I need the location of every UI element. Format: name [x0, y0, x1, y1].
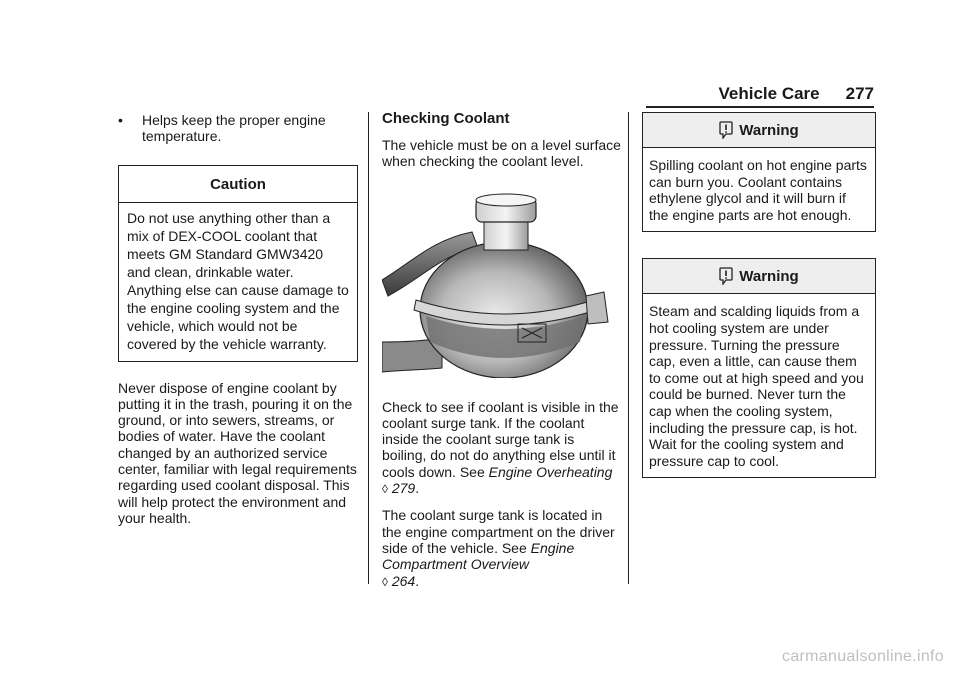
intro-paragraph: The vehicle must be on a level surface when checking the coolant level. [382, 137, 621, 170]
warning-box-1 [642, 112, 876, 232]
check-paragraph: Check to see if coolant is visible in the coolant surge tank. If the coolant inside the coolant surge tank is boiling, do not do anything else until it cools down. See Engine Overheating ◊ 279. [382, 398, 619, 497]
warning-icon [719, 121, 733, 139]
caution-title: Caution [119, 166, 357, 203]
engine-compartment-page[interactable]: 264 [391, 572, 416, 589]
page-ref-icon: ◊ [382, 574, 388, 589]
warning-title-2 [643, 259, 875, 294]
location-paragraph: The coolant surge tank is located in the engine compartment on the driver side of the vehicle. See Engine Compartment Overview ◊ 264. [382, 507, 615, 589]
warning-title-1 [643, 113, 875, 148]
column-1 [118, 110, 358, 526]
caution-box [118, 165, 358, 362]
warning-box-2 [642, 258, 876, 478]
list-item [118, 112, 358, 145]
page-ref-icon: ◊ [382, 482, 388, 497]
warning-label: Warning [739, 121, 799, 139]
location-text: The coolant surge tank is located in the engine compartment on the driver side of the vehicle. See [382, 507, 615, 556]
caution-body: Do not use anything other than a mix of DEX-COOL coolant that meets GM Standard GMW3420 and clean, drinkable water. Anything else can cause damage to the engine cooling system and the vehicle, which would not be covered by the vehicle warranty. [127, 209, 349, 352]
engine-overheating-link[interactable]: Engine Overheating [488, 463, 613, 480]
column-divider-2 [628, 112, 629, 584]
column-3 [642, 110, 876, 478]
check-text: Check to see if coolant is visible in the coolant surge tank. If the coolant inside the coolant surge tank is boiling, do not do anything else until it cools down. See [382, 398, 619, 480]
engine-compartment-link[interactable]: Engine Compartment Overview [382, 539, 575, 573]
header-rule [646, 106, 874, 108]
warning-body-1: Spilling coolant on hot engine parts can burn you. Coolant contains ethylene glycol and it will burn if the engine parts are hot enough. [649, 157, 867, 223]
warning-body-2: Steam and scalding liquids from a hot cooling system are under pressure. Turning the pressure cap, even a little, can cause them to come out at high speed and you could be burned. Never turn the cap when the cooling system, including the pressure cap, is hot. Wait for the cooling system and pressure cap to cool. [649, 303, 864, 469]
page-header [719, 84, 875, 104]
watermark: carmanualsonline.info [782, 648, 944, 665]
section-heading: Checking Coolant [382, 110, 510, 127]
disposal-paragraph: Never dispose of engine coolant by putting it in the trash, pouring it on the ground, or into sewers, streams, or bodies of water. Have the coolant changed by an authorized service center, familiar with legal requirements regarding used coolant disposal. This will help protect the environment and your health. [118, 379, 357, 526]
bullet-text: Helps keep the proper engine temperature. [142, 112, 326, 145]
coolant-tank-image [382, 192, 622, 378]
section-title: Vehicle Care [718, 84, 820, 103]
column-2 [382, 110, 622, 590]
warning-label: Warning [739, 267, 799, 285]
bullet-mark: • [118, 112, 123, 128]
warning-icon [719, 267, 733, 285]
column-divider-1 [368, 112, 369, 584]
page-number: 277 [845, 84, 874, 103]
engine-overheating-page[interactable]: 279 [391, 480, 416, 497]
